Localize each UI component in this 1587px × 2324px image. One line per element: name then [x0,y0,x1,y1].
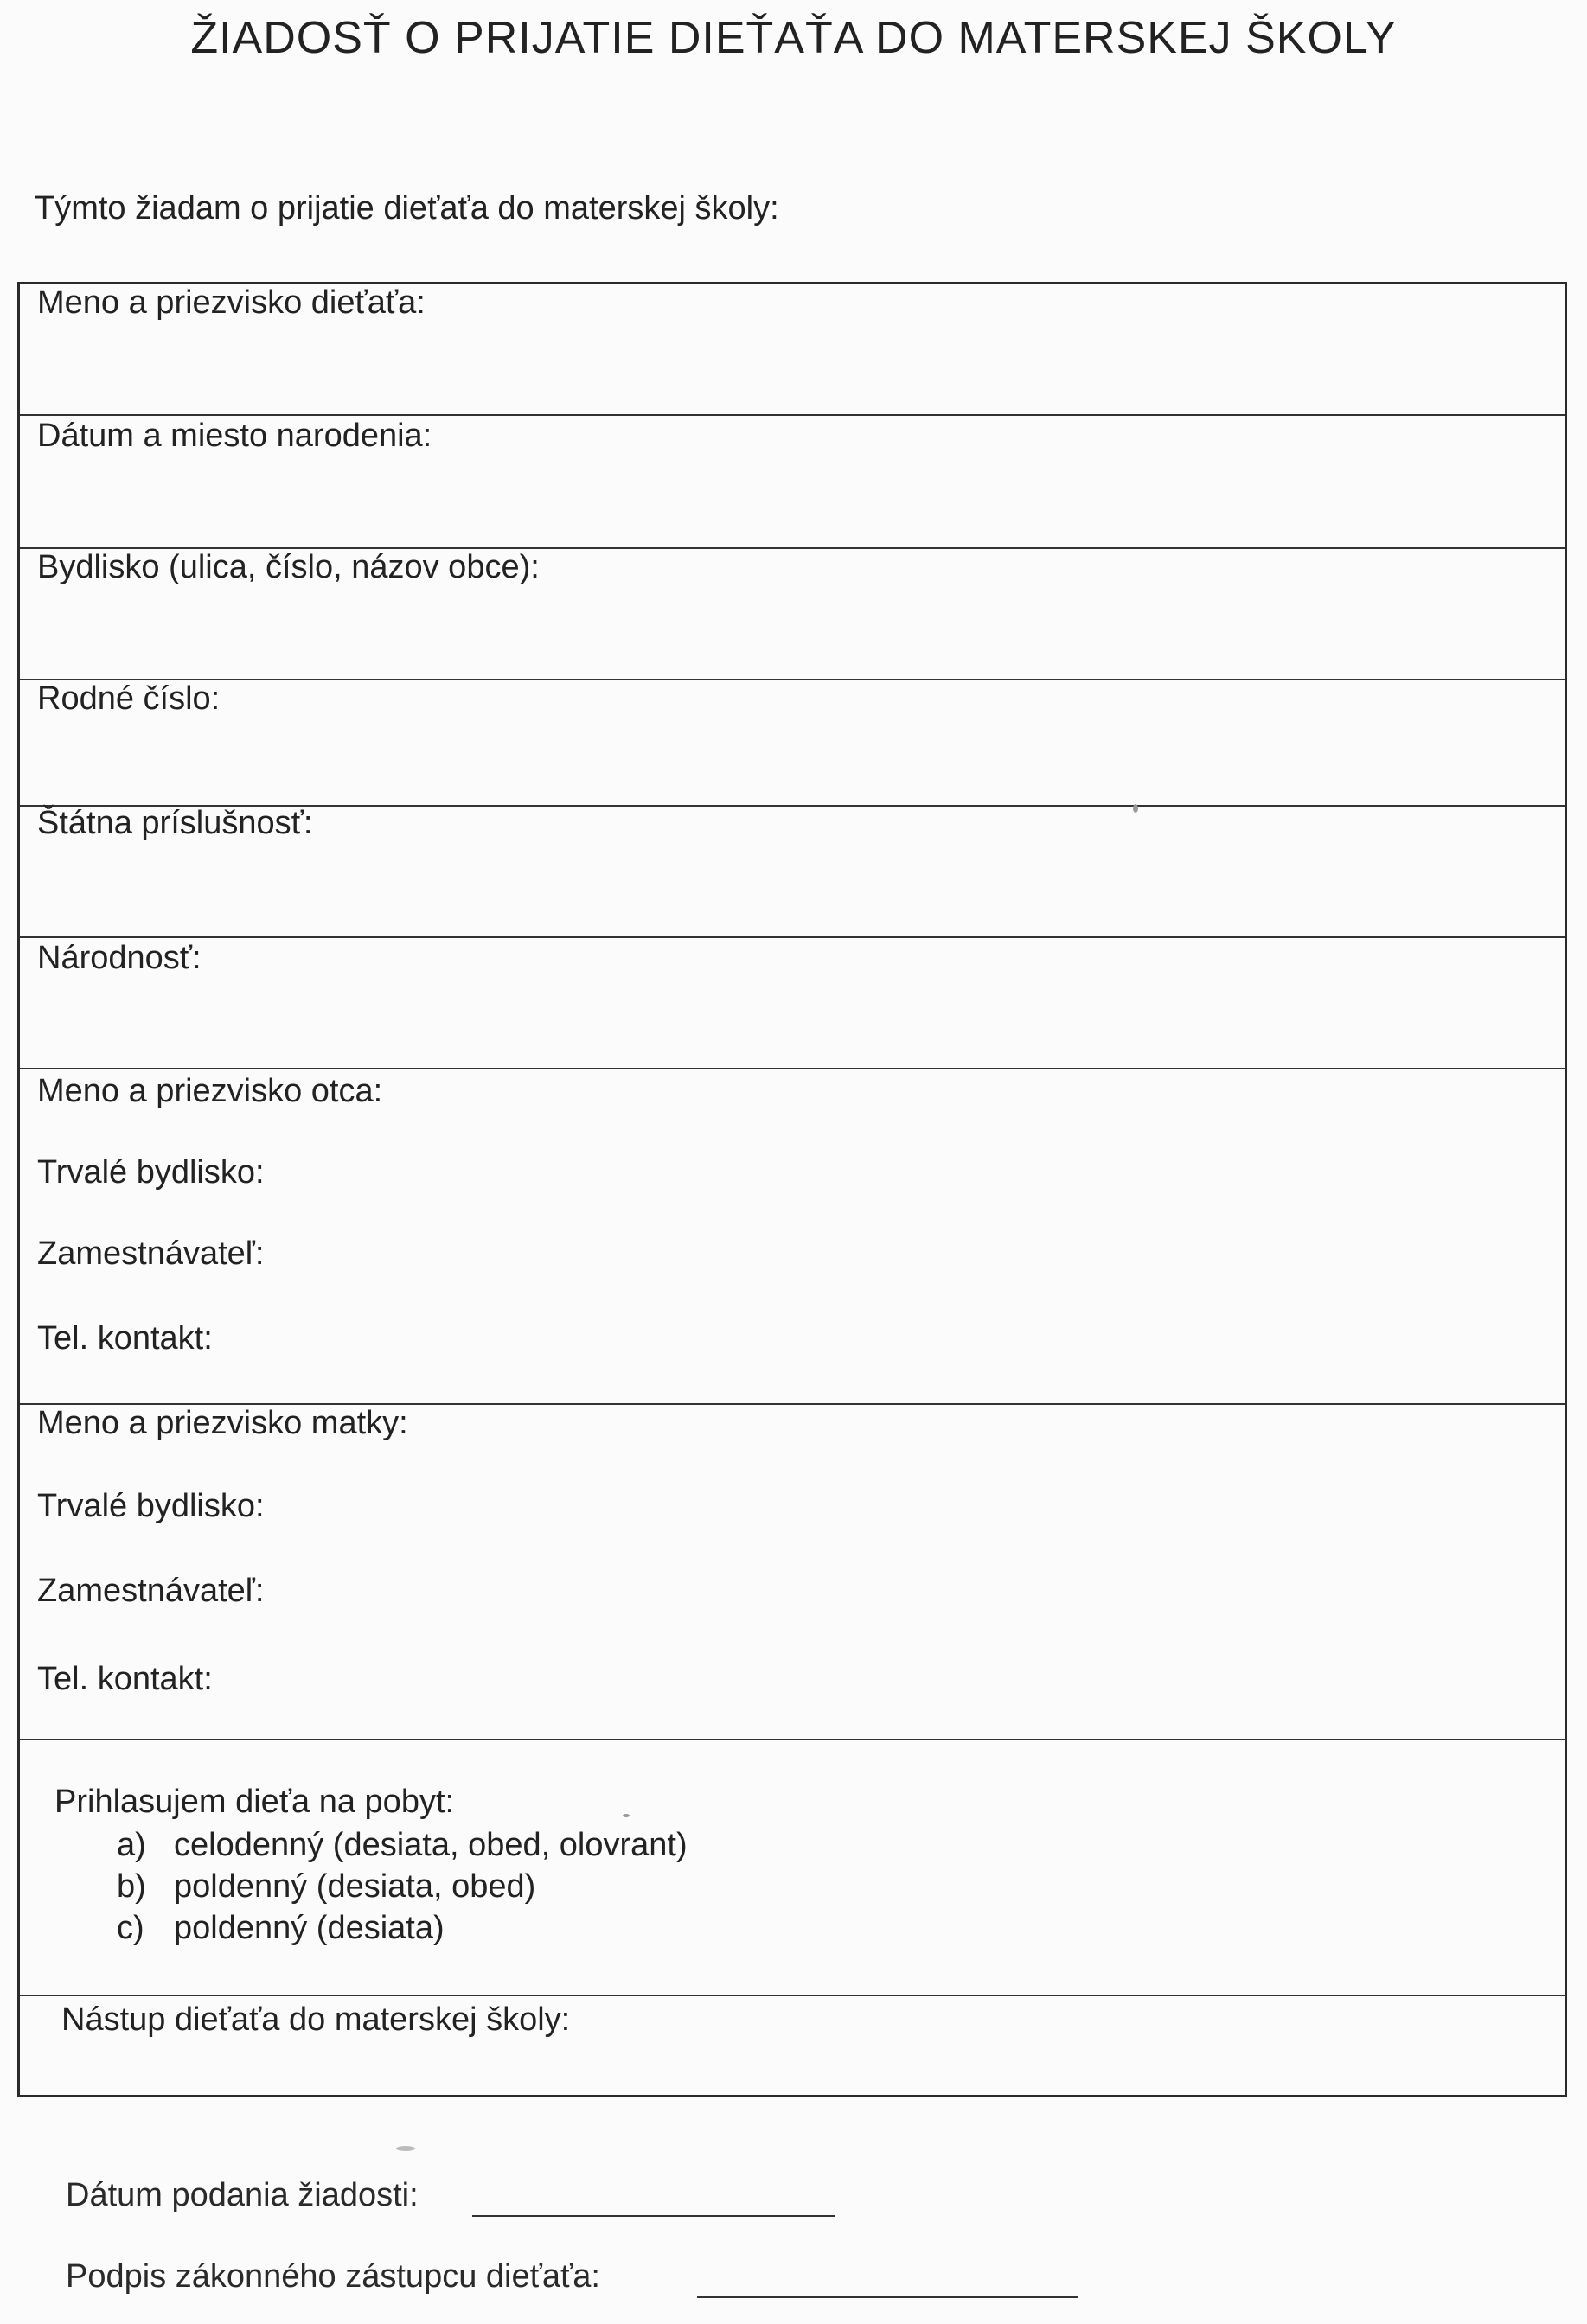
stay-option-b [117,1868,535,1906]
stay-option-a-letter: a) [117,1827,146,1863]
father-employer-label: Zamestnávateľ: [37,1235,265,1272]
stay-option-c [117,1910,445,1947]
application-form-table [17,282,1567,2097]
birth-row [20,416,1565,549]
citizenship-label: Štátna príslušnosť: [37,805,313,841]
birth-label: Dátum a miesto narodenia: [37,418,432,454]
child-name-row [20,284,1565,416]
stay-option-b-text: poldenný (desiata, obed) [174,1868,536,1905]
mother-employer-label: Zamestnávateľ: [37,1573,265,1609]
scan-speck [623,1814,630,1817]
mother-section [20,1405,1565,1740]
father-phone-label: Tel. kontakt: [37,1320,213,1357]
signature-line[interactable] [697,2296,1078,2298]
nationality-row [20,938,1565,1069]
stay-label: Prihlasujem dieťa na pobyt: [54,1784,455,1820]
birth-number-row [20,680,1565,807]
father-name-label: Meno a priezvisko otca: [37,1073,383,1109]
stay-section [20,1740,1565,1996]
nationality-label: Národnosť: [37,940,202,976]
birth-number-label: Rodné číslo: [37,680,221,717]
scan-speck [396,2146,415,2151]
start-label: Nástup dieťaťa do materskej školy: [61,2002,571,2038]
stay-option-b-letter: b) [117,1868,146,1905]
residence-label: Bydlisko (ulica, číslo, názov obce): [37,549,540,585]
stay-option-c-text: poldenný (desiata) [174,1910,445,1946]
mother-residence-label: Trvalé bydlisko: [37,1488,265,1524]
intro-text: Týmto žiadam o prijatie dieťaťa do materskej školy: [35,190,779,227]
father-residence-label: Trvalé bydlisko: [37,1154,265,1191]
child-name-label: Meno a priezvisko dieťaťa: [37,284,426,321]
residence-row [20,549,1565,680]
mother-name-label: Meno a priezvisko matky: [37,1405,408,1441]
submission-date-line[interactable] [472,2215,835,2217]
stay-option-a [117,1827,688,1864]
document-title: ŽIADOSŤ O PRIJATIE DIEŤAŤA DO MATERSKEJ ŠKOLY [190,13,1397,63]
signature-label: Podpis zákonného zástupcu dieťaťa: [66,2258,600,2295]
stay-option-a-text: celodenný (desiata, obed, olovrant) [174,1827,688,1863]
mother-phone-label: Tel. kontakt: [37,1661,213,1697]
submission-date-label: Dátum podania žiadosti: [66,2177,419,2213]
scan-speck [1133,804,1138,813]
stay-option-c-letter: c) [117,1910,144,1946]
citizenship-row [20,807,1565,938]
start-row [20,1996,1565,2095]
father-section [20,1069,1565,1405]
